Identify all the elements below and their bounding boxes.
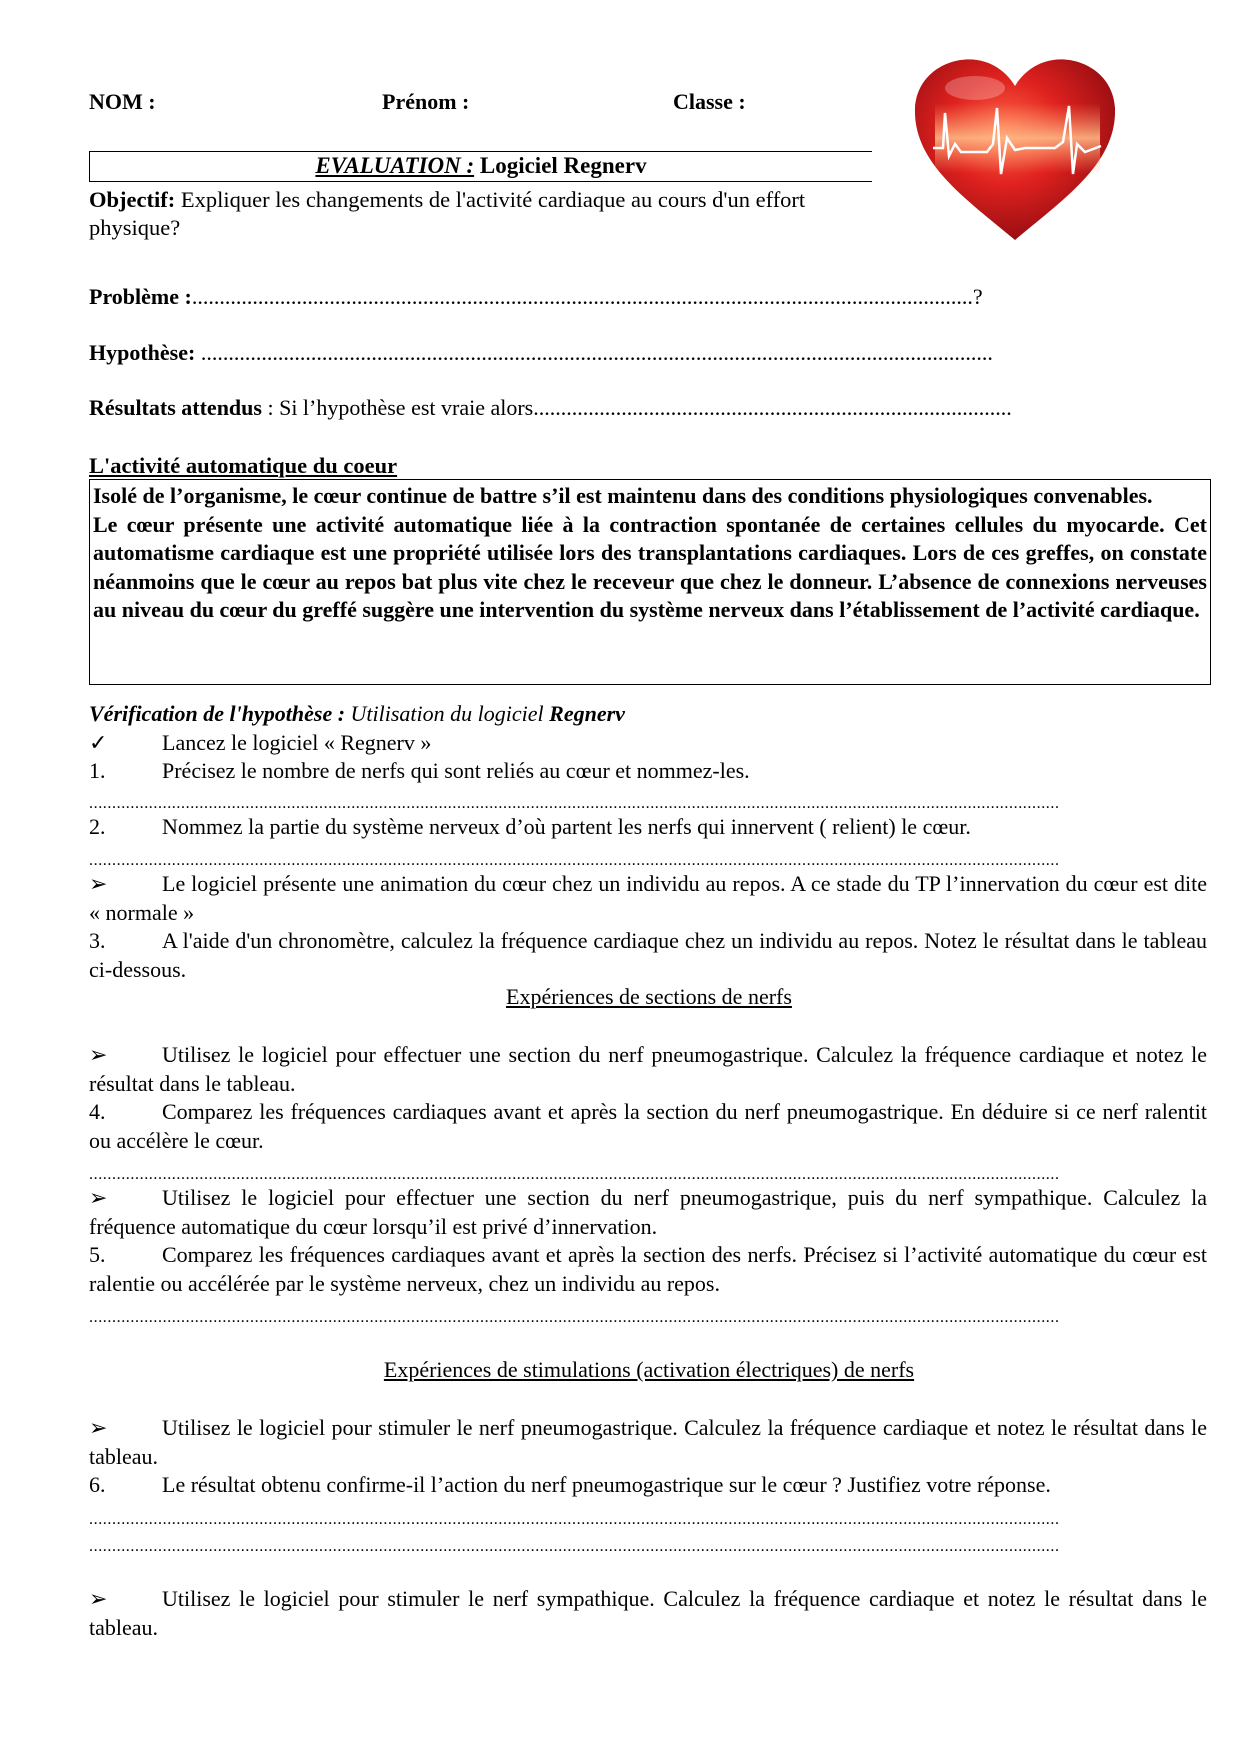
answer-line-6a[interactable]: ................................................................................................................................................................................................................... [89, 1511, 1060, 1528]
heart-ecg-image [905, 48, 1125, 248]
check-icon: ✓ [89, 730, 108, 755]
resultats-text: : Si l’hypothèse est vraie alors [261, 395, 534, 420]
heart-icon [905, 48, 1125, 248]
question-5 [89, 1241, 1207, 1298]
verification-label: Vérification de l'hypothèse : [89, 701, 346, 726]
instruction-text: Utilisez le logiciel pour stimuler le nerf sympathique. Calculez la fréquence cardiaque et notez le résultat dans le tableau. [89, 1586, 1207, 1640]
resultats-dots: ....................................................................................... [533, 395, 1012, 420]
answer-line-4[interactable]: ................................................................................................................................................................................................................... [89, 1166, 1060, 1183]
question-text: Comparez les fréquences cardiaques avant et après la section du nerf pneumogastrique. En déduire si ce nerf ralentit ou accélère le cœur. [89, 1099, 1207, 1153]
stimulations-heading-text: Expériences de stimulations (activation électriques) de nerfs [383, 1357, 915, 1382]
probleme-label: Problème : [89, 284, 192, 309]
question-4 [89, 1098, 1207, 1155]
resultats-label: Résultats attendus [89, 395, 262, 420]
classe-label: Classe : [673, 89, 746, 114]
instruction-text: Utilisez le logiciel pour effectuer une section du nerf pneumogastrique. Calculez la fréquence cardiaque et notez le résultat dans le tableau. [89, 1042, 1207, 1096]
question-text: Nommez la partie du système nerveux d’où partent les nerfs qui innervent ( relient) le cœur. [162, 814, 971, 839]
instruction-animation [89, 870, 1207, 927]
objectif [89, 186, 879, 242]
hypothese-field[interactable] [89, 340, 1149, 366]
instruction-text: Utilisez le logiciel pour stimuler le nerf pneumogastrique. Calculez la fréquence cardiaque et notez le résultat dans le tableau. [89, 1415, 1207, 1469]
objectif-label: Objectif: [89, 187, 176, 212]
prenom-label: Prénom : [382, 89, 470, 114]
question-text: Précisez le nombre de nerfs qui sont reliés au cœur et nommez-les. [162, 758, 750, 783]
question-3 [89, 927, 1207, 984]
answer-line-5[interactable]: ................................................................................................................................................................................................................... [89, 1309, 1060, 1326]
instruction-text: Lancez le logiciel « Regnerv » [162, 730, 432, 755]
question-number: 6. [89, 1472, 106, 1497]
answer-line-6b[interactable]: ................................................................................................................................................................................................................... [89, 1538, 1060, 1555]
arrow-icon: ➢ [89, 1415, 108, 1440]
instruction-text: Le logiciel présente une animation du cœur chez un individu au repos. A ce stade du TP l’innervation du cœur est dite « normale » [89, 871, 1207, 925]
probleme-end: ? [972, 284, 983, 309]
instruction-text: Utilisez le logiciel pour effectuer une section du nerf pneumogastrique, puis du nerf sympathique. Calculez la fréquence automatique du cœur lorsqu’il est privé d’innervation. [89, 1185, 1207, 1239]
stimulations-heading [89, 1357, 1209, 1383]
instruction-stimulate-pneumo [89, 1414, 1207, 1471]
question-text: A l'aide d'un chronomètre, calculez la fréquence cardiaque chez un individu au repos. Notez le résultat dans le tableau ci-dessous. [89, 928, 1207, 982]
question-6 [89, 1471, 1207, 1500]
arrow-icon: ➢ [89, 1586, 108, 1611]
question-text: Le résultat obtenu confirme-il l’action du nerf pneumogastrique sur le cœur ? Justifiez votre réponse. [162, 1472, 1051, 1497]
instruction-section-both [89, 1184, 1207, 1241]
probleme-dots: .............................................................................................................................................. [191, 284, 973, 309]
arrow-icon: ➢ [89, 1042, 108, 1067]
verification-software: Regnerv [549, 701, 625, 726]
arrow-icon: ➢ [89, 1185, 108, 1210]
activite-paragraph-2: Le cœur présente une activité automatique liée à la contraction spontanée de certaines cellules du myocarde. Cet automatisme cardiaque est une propriété utilisée lors des transplantations cardiaques. Lors de ces greffes, on constate néanmoins que le cœur au repos bat plus vite chez le receveur que chez le donneur. L’absence de connexions nerveuses au niveau du cœur du greffé suggère une intervention du système nerveux dans l’établissement de l’activité cardiaque. [93, 511, 1207, 623]
resultats-field[interactable] [89, 395, 1149, 421]
hypothese-dots: ................................................................................................................................................ [195, 340, 993, 365]
arrow-icon: ➢ [89, 871, 108, 896]
question-number: 5. [89, 1242, 106, 1267]
question-number: 3. [89, 928, 106, 953]
sections-heading-text: Expériences de sections de nerfs [506, 984, 792, 1009]
activite-paragraph-1: Isolé de l’organisme, le cœur continue de battre s’il est maintenu dans des conditions physiologiques convenables. [93, 483, 1153, 508]
nom-label: NOM : [89, 89, 156, 114]
probleme-field[interactable] [89, 284, 1149, 310]
question-1 [89, 757, 1207, 786]
question-number: 4. [89, 1099, 106, 1124]
evaluation-prefix: EVALUATION : [315, 153, 475, 178]
instruction-section-pneumo [89, 1041, 1207, 1098]
answer-line-1[interactable]: ................................................................................................................................................................................................................... [89, 795, 1060, 812]
question-number: 2. [89, 814, 106, 839]
question-2 [89, 813, 1207, 842]
hypothese-label: Hypothèse: [89, 340, 196, 365]
instruction-stimulate-sympathique [89, 1585, 1207, 1642]
question-number: 1. [89, 758, 106, 783]
question-text: Comparez les fréquences cardiaques avant et après la section des nerfs. Précisez si l’activité automatique du cœur est ralentie ou accélérée par le système nerveux, chez un individu au repos. [89, 1242, 1207, 1296]
verification-heading [89, 701, 625, 727]
answer-line-2[interactable]: ................................................................................................................................................................................................................... [89, 852, 1060, 869]
verification-text: Utilisation du logiciel [345, 701, 550, 726]
activite-section-title: L'activité automatique du coeur [89, 453, 398, 478]
sections-heading [89, 984, 1209, 1010]
evaluation-name: Logiciel Regnerv [474, 153, 647, 178]
activite-info-box [89, 479, 1211, 685]
evaluation-title-box [89, 151, 872, 182]
instruction-launch [89, 729, 1207, 758]
objectif-text: Expliquer les changements de l'activité cardiaque au cours d'un effort physique? [89, 187, 806, 240]
